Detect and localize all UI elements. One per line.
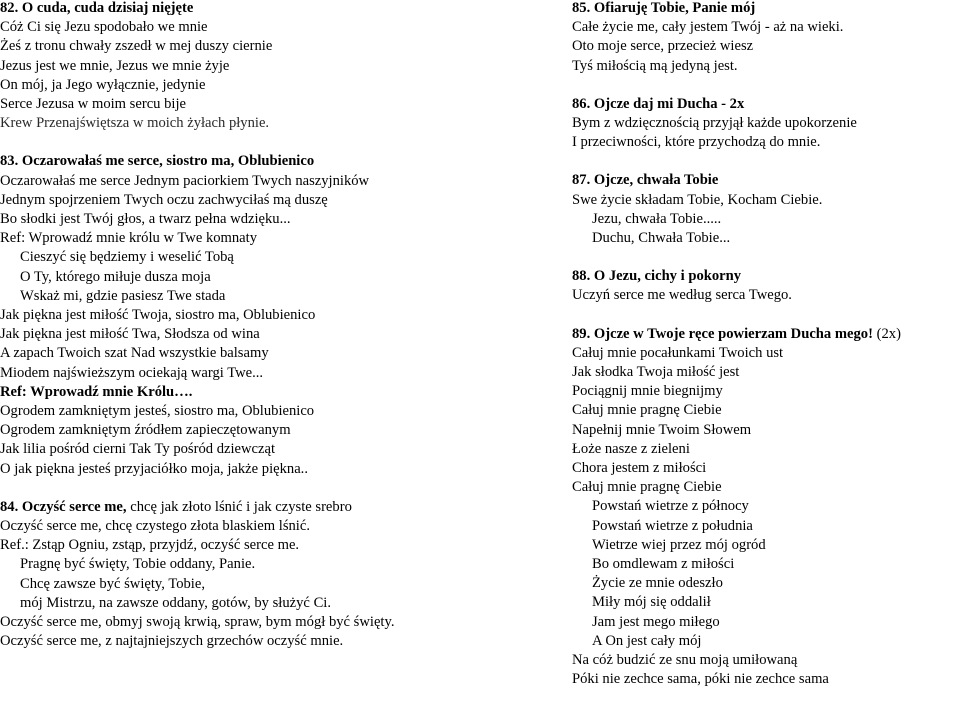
lyric-line: Jak lilia pośród cierni Tak Ty pośród dziewcząt [0,441,276,458]
song-title-suffix: (2x) [872,325,901,342]
lyric-line: O jak piękna jesteś przyjaciółko moja, jakże piękna.. [0,460,308,477]
right-column [572,0,960,709]
lyric-line: Jezu, chwała Tobie..... [592,210,722,227]
lyric-line: Wietrze wiej przez mój ogród [592,536,766,553]
refrain-line: Ref: Wprowadź mnie Królu…. [0,383,193,400]
song-title [572,325,960,344]
refrain-line: Wskaż mi, gdzie pasiesz Twe stada [20,287,226,304]
song-84 [0,498,545,652]
lyric-line: Tyś miłością mą jedyną jest. [572,57,738,74]
lyric-line: Póki nie zechce sama, póki nie zechce sama [572,671,829,688]
lyric-line: Oczyść serce me, chcę czystego złota blaskiem lśnić. [0,518,310,535]
refrain-line: Ref: Wprowadź mnie królu w Twe komnaty [0,230,258,247]
lyric-line: Ogrodem zamkniętym jesteś, siostro ma, Oblubienico [0,403,315,420]
lyric-line: Jak słodka Twoja miłość jest [572,364,740,381]
lyric-line: Miły mój się oddalił [592,594,711,611]
refrain-line: Cieszyć się będziemy i weselić Tobą [20,249,234,266]
lyric-line: Bo słodki jest Twój głos, a twarz pełna wdzięku... [0,211,291,228]
song-title [0,498,545,517]
lyric-line: Żeś z tronu chwały zszedł w mej duszy ciernie [0,38,273,55]
lyric-line: Życie ze mnie odeszło [592,575,723,592]
refrain-line: Ref.: Zstąp Ogniu, zstąp, przyjdź, oczyść serce me. [0,537,300,554]
lyric-line: Pociągnij mnie biegnijmy [572,383,723,400]
lyric-line: Jam jest mego miłego [592,613,720,630]
lyric-line: Uczyń serce me według serca Twego. [572,287,792,304]
lyric-line: Jak piękna jest miłość Twa, Słodsza od wina [0,326,260,343]
lyric-line: Swe życie składam Tobie, Kocham Ciebie. [572,191,823,208]
lyric-line: Na cóż budzić ze snu moją umiłowaną [572,652,798,669]
song-title: 88. O Jezu, cichy i pokorny [572,268,742,285]
song-title-text: 89. Ojcze w Twoje ręce powierzam Ducha mego! [572,325,873,342]
song-88 [572,267,960,305]
lyric-line: Napełnij mnie Twoim Słowem [572,421,752,438]
song-87 [572,171,960,248]
lyric-line: Powstań wietrze z północy [592,498,749,515]
song-title: 83. Oczarowałaś me serce, siostro ma, Oblubienico [0,153,315,170]
refrain-line: mój Mistrzu, na zawsze oddany, gotów, by służyć Ci. [20,594,331,611]
song-title-rest: chcę jak złoto lśnić i jak czyste srebro [126,498,352,515]
lyric-line: Oczyść serce me, z najtajniejszych grzechów oczyść mnie. [0,633,344,650]
refrain-line: Pragnę być święty, Tobie oddany, Panie. [20,556,256,573]
lyric-line: Jednym spojrzeniem Twych oczu zachwyciłaś mą duszę [0,191,328,208]
song-title: 82. O cuda, cuda dzisiaj nięjęte [0,0,194,16]
lyric-line: Całuj mnie pragnę Ciebie [572,479,722,496]
song-86 [572,95,960,153]
lyric-line: Cóż Ci się Jezu spodobało we mnie [0,19,208,36]
lyric-line: A zapach Twoich szat Nad wszystkie balsamy [0,345,269,362]
song-title: 85. Ofiaruję Tobie, Panie mój [572,0,756,16]
lyric-line: Serce Jezusa w moim sercu bije [0,96,187,113]
lyric-line: A On jest cały mój [592,632,702,649]
lyric-line: Bym z wdzięcznością przyjął każde upokorzenie [572,115,857,132]
song-title-number: 84. Oczyść serce me, [0,498,127,515]
lyric-line: Całuj mnie pocałunkami Twoich ust [572,344,784,361]
lyric-line: Całe życie me, cały jestem Twój - aż na wieki. [572,19,844,36]
lyric-line: Całuj mnie pragnę Ciebie [572,402,722,419]
lyric-line: Krew Przenajświętsza w moich żyłach płynie. [0,115,270,132]
refrain-line: O Ty, którego miłuje dusza moja [20,268,211,285]
song-89 [572,325,960,690]
lyric-line: Oczarowałaś me serce Jednym paciorkiem Twych naszyjników [0,172,370,189]
lyric-line: Jezus jest we mnie, Jezus we mnie żyje [0,57,230,74]
song-83 [0,152,545,478]
song-title: 86. Ojcze daj mi Ducha - 2x [572,95,745,112]
lyric-line: Miodem najświeższym ociekają wargi Twe... [0,364,264,381]
song-title: 87. Ojcze, chwała Tobie [572,172,719,189]
lyric-line: Chora jestem z miłości [572,460,707,477]
lyric-line: On mój, ja Jego wyłącznie, jedynie [0,76,206,93]
refrain-line: Chcę zawsze być święty, Tobie, [20,575,205,592]
lyric-line: Oczyść serce me, obmyj swoją krwią, spraw, bym mógł być święty. [0,614,395,631]
lyric-line: I przeciwności, które przychodzą do mnie. [572,134,821,151]
lyric-line: Łoże nasze z zieleni [572,440,690,457]
lyric-line: Duchu, Chwała Tobie... [592,230,731,247]
song-85 [572,0,960,76]
lyric-line: Bo omdlewam z miłości [592,556,735,573]
song-82 [0,0,545,133]
lyric-line: Powstań wietrze z południa [592,517,753,534]
lyric-line: Oto moje serce, przecież wiesz [572,38,754,55]
lyric-line: Jak piękna jest miłość Twoja, siostro ma, Oblubienico [0,307,316,324]
lyric-line: Ogrodem zamkniętym źródłem zapieczętowanym [0,422,291,439]
